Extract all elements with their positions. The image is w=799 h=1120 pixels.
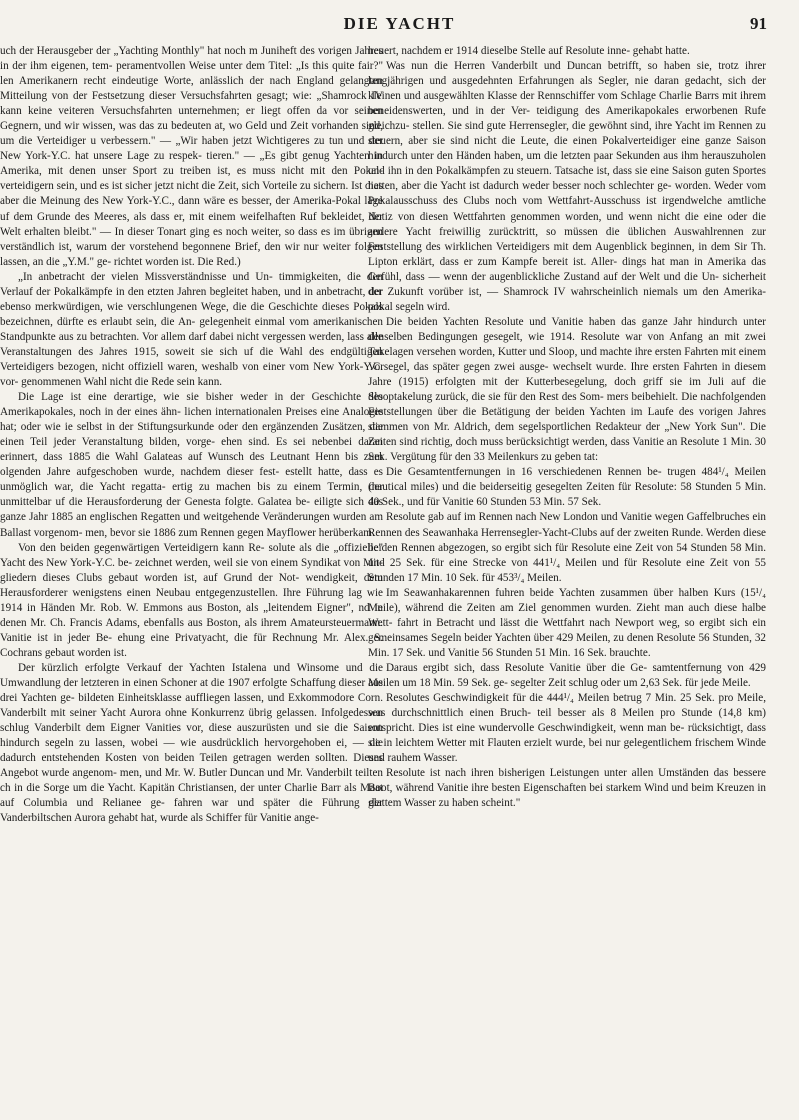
magazine-title: DIE YACHT xyxy=(343,14,456,33)
paragraph: Die Gesamtentfernungen in 16 verschiedenen Rennen be- trugen 484¹/₄ Meilen (nautical miles) und die beiderseitig gesegelten Zeiten für Resolute: 58 Stunden 5 Min. 40 Sek., und für Vanitie 60 Stunden 53 Min. 57 Sek. xyxy=(368,466,766,509)
paragraph: Resolute gab auf im Rennen nach New London und Vanitie wegen Gaffelbruches ein Rennen des Seawanhaka Herrensegler-Yacht-Clubs auf der zweiten Runde. Werden diese beiden Rennen abgezogen, so ergibt sich für Resolute eine Zeit von 54 Stunden 58 Min. und 25 Sek. für eine Strecke von 441¹/₄ Meilen und für Resolute eine Zeit von 55 Stunden 17 Min. 10 Sek. für 453³/₄ Meilen. xyxy=(368,511,766,584)
paragraph: Resolute ist nach ihren bisherigen Leistungen unter allen Umständen das bessere Boot, während Vanitie ihre besten Eigenschaften bei starkem Wind und beim Kreuzen in glattem Wasser zu haben scheint." xyxy=(368,767,766,810)
paragraph: Im Seawanhakarennen fuhren beide Yachten zusammen über halben Kurs (15¹/₄ Meile), während die Zeiten am Ziel genommen wurden. Zieht man auch diese halbe Wett- fahrt in Betracht und lässt die Wettfahrt nach Newport weg, so ergibt sich ein gemeinsames Segeln beider Yachten über 429 Meilen, zu denen Resolute 56 Stunden, 32 Min. 17 Sek. und Vanitie 56 Stunden 51 Min. 16 Sek. brauchte. xyxy=(368,586,766,659)
paragraph: Resolutes Geschwindigkeit für die 444¹/₄ Meilen betrug 7 Min. 25 Sek. pro Meile, was durchschnittlich einen Bruch- teil besser als 8 Meilen pro Stunde (14,8 km) entspricht. Dies ist eine wundervolle Geschwindigkeit, wenn man be- rücksichtigt, dass sie in leichtem Wetter mit Flauten erzielt wurde, bei nur gelegentlichem frischem Winde und rauhem Wasser. xyxy=(368,692,766,765)
paragraph: „In anbetracht der vielen Missverständnisse und Un- timmigkeiten, die den Verlauf der Pokalkämpfe in den etzten Jahren begleitet haben, und in anbetracht, der ebenso merkwürdigen, wie verschlungenen Wege, die die Geschichte dieses Pokals bezeichnen, dürfte es erlaubt sein, die An- gelegenheit einmal vom amerikanischen Standpunkte aus zu betrachten. Vor allem darf dabei nicht vergessen werden, lass alle Veranstaltungen des Jahres 1915, soweit sie sich uf die Wahl des endgültigen Verteidigers bezogen, nicht offiziell waren, weshalb von einer vom New York-Y.C. vor- genommenen Wahl nicht die Rede sein kann. xyxy=(0,270,383,389)
paragraph: Daraus ergibt sich, dass Resolute Vanitie über die Ge- samtentfernung von 429 Meilen um 18 Min. 59 Sek. ge- segelter Zeit schlug oder um 2,63 Sek. für jede Meile. xyxy=(368,661,766,689)
paragraph: Der kürzlich erfolgte Verkauf der Yachten Istalena und Winsome und die Umwandlung der letzteren in einen Schoner at die 1907 erfolgte Schaffung dieser aus drei Yachten ge- bildeten Einheitsklasse auffliegen lassen, und Exkommodore Corn. Vanderbilt mit seiner Yacht Aurora ohne Konkurrenz übrig gelassen. Infolgedessen schlug Vanderbilt dem Eigner Vanities vor, diese auszurüsten und sie die Saison hindurch segeln zu lassen, wobei — wie ausdrücklich hervorgehoben ei, — die dadurch entstehenden Kosten von beiden Teilen getragen werden sollten. Dieses Angebot wurde angenom- men, und Mr. W. Butler Duncan und Mr. Vanderbilt teilten ch in die Sorge um die Yacht. Kapitän Christiansen, der unter Charlie Barr als Maat auf Columbia und Relianee ge- fahren war und später die Führung der Vanderbiltschen Aurora gehabt hat, wurde als Schiffer für Vanitie ange- xyxy=(0,661,383,825)
paragraph: Die beiden Yachten Resolute und Vanitie haben das ganze Jahr hindurch unter denselben Bedingungen gesegelt, wie 1914. Resolute war von Anfang an mit zwei Takelagen versehen worden, Kutter und Sloop, und machte ihre ersten Fahrten mit einem Vorsegel, das später gegen zwei ausge- wechselt wurde. Ihre ersten Fahrten in diesem Jahre (1915) erfolgten mit der Kutterbesegelung, doch griff sie im Juli auf die Slooptakelung zurück, die sie für den Rest des Som- mers beibehielt. Die nachfolgenden Feststellungen über die Betätigung der beiden Yachten im Laufe des vorigen Jahres stammen von Mr. Aldrich, dem segelsportlichen Redakteur der „New York Sun". Die Zeiten sind richtig, doch muss berücksichtigt werden, dass Vanitie an Resolute 1 Min. 30 Sek. Vergütung für den 33 Meilenkurs zu geben tat: xyxy=(368,315,766,464)
paragraph: Von den beiden gegenwärtigen Verteidigern kann Re- solute als die „offizielle" Yacht des New York-Y.C. be- zeichnet werden, weil sie von einem Syndikat von Mit- gliedern dieses Clubs gebaut worden ist, auf Grund der Not- wendigkeit, dem Herausforderer wenigstens einen Neubau entgegenzustellen. Ihre Führung lag wie 1914 in Händen Mr. Rob. W. Emmons aus Boston, als „leitendem Eigner", nd in denen Mr. Ch. Francis Adams, ebenfalls aus Boston, als ihrem Amateursteuermann. Vanitie ist in jeder Be- ehung eine Privatyacht, die für Rechnung Mr. Alex. S. Cochrans gebaut worden ist. xyxy=(0,541,383,659)
right-column xyxy=(368,44,766,811)
paragraph: Die Lage ist eine derartige, wie sie bisher weder in der Geschichte des Amerikapokales, noch in der eines ähn- lichen internationalen Preises eine Analogie hat; oder wie ie selbst in der Stiftungsurkunde oder den ergänzenden Zusätzen, die einen Teil jeder Veranstaltung bilden, vorge- ehen sind. Es sei nebenbei daran erinnert, dass 1885 die Wahl Galateas auf Wunsch des Leutnant Henn bis zum olgenden Jahre aufgeschoben wurde, nachdem dieser fest- estellt hatte, dass es unmöglich war, die Yacht regatta- ertig zu machen bis zu einem Termin, der unmittelbar uf die Herausforderung der Genesta folgte. Galatea be- eiligte sich das ganze Jahr 1885 an englischen Regatten und weitgehende Veränderungen wurden am Ballast vorgenom- men, bevor sie 1886 zum Rennen gegen Mayflower herüberkam. xyxy=(0,391,383,539)
left-column xyxy=(0,44,383,826)
paragraph: heuert, nachdem er 1914 dieselbe Stelle auf Resolute inne- gehabt hatte. xyxy=(368,45,690,57)
page-number: 91 xyxy=(750,14,767,33)
page-header xyxy=(0,12,799,36)
paragraph: uch der Herausgeber der „Yachting Monthly" hat noch m Juniheft des vorigen Jahres in der ihm eigenen, tem- peramentvollen Weise unter dem Titel: „Is this quite fair?" len Amerikanern recht eindeutige Worte, anlässlich der nach England gelangten Mitteilung von der Festsetzung dieser Versuchsfahrten gesagt; wie: „Shamrock IV kann keine veiteren Versuchsfahrten unternehmen; er liegt offen da vor seinen Gegnern, und wir wissen, was das zu bedeuten at, wo Geld und Zeit vorhanden sind, um die Verteidiger u verbessern." — „Wir haben jetzt Wichtigeres zu tun und der New York-Y.C. hat unsere Lage zu respek- tieren." — „Es gibt genug Yachten in Amerika, mit denen unser Sport zu treiben ist, es muss nicht mit den Pokal- verteidigern sein, und es ist sicher jetzt nicht die Zeit, sich Vorteile zu sichern. Ist dies aber die Meinung des New York-Y.C., dann wäre es besser, der Amerika-Pokal läge uf dem Grunde des Meeres, als dass er, mit einem weifelhaften Ruf bekleidet, der Welt erhalten bleibt." — In dieser Tonart ging es noch weiter, so dass es im übrigen verständlich ist, warum der vorstehend begonnene Brief, den wir nur weiter folgen lassen, an die „Y.M." ge- richtet worden ist. Die Red.) xyxy=(0,45,383,268)
paragraph: Was nun die Herren Vanderbilt und Duncan betrifft, so haben sie, trotz ihrer langjährigen und ausgedehnten Erfahrungen als Segler, nie daran gedacht, sich der kleinen und ausgewählten Klasse der Rennschiffer vom Schlage Charlie Barrs mit ihrem beneidenswerten, und in der Ver- teidigung des Amerikapokales erworbenen Rufe gleichzu- stellen. Sie sind gute Herrensegler, die gewöhnt sind, ihre Yacht im Rennen zu steuern, aber sie sind nicht die Leute, die einen Pokalverteidiger eine ganze Saison hindurch unter den Händen haben, um die letzten paar Sekunden aus ihm herauszuholen und ihn in den Pokalkämpfen zu steuern. Tatsache ist, dass sie eine Saison guten Sportes hatten, aber die Yacht ist dadurch weder besser noch schlechter ge- worden. Weder vom Pokalausschuss des Clubs noch vom Wettfahrt-Ausschuss ist irgendwelche amtliche Notiz von diesen Wettfahrten genommen worden, und wenn nicht die eine oder die andere Yacht freiwillig zurücktritt, so müssen die üblichen Auswahlrennen zur Feststellung des wirklichen Verteidigers mit dem Augenblick beginnen, in dem Sir Th. Lipton erklärt, dass er zum Kampfe bereit ist. Aller- dings hat man in Amerika das Gefühl, dass — wenn der augenblickliche Zustand auf der Welt und die Un- sicherheit der Zukunft vorüber ist, — Shamrock IV wahrscheinlich niemals um den Amerika- pokal segeln wird. xyxy=(368,60,766,313)
